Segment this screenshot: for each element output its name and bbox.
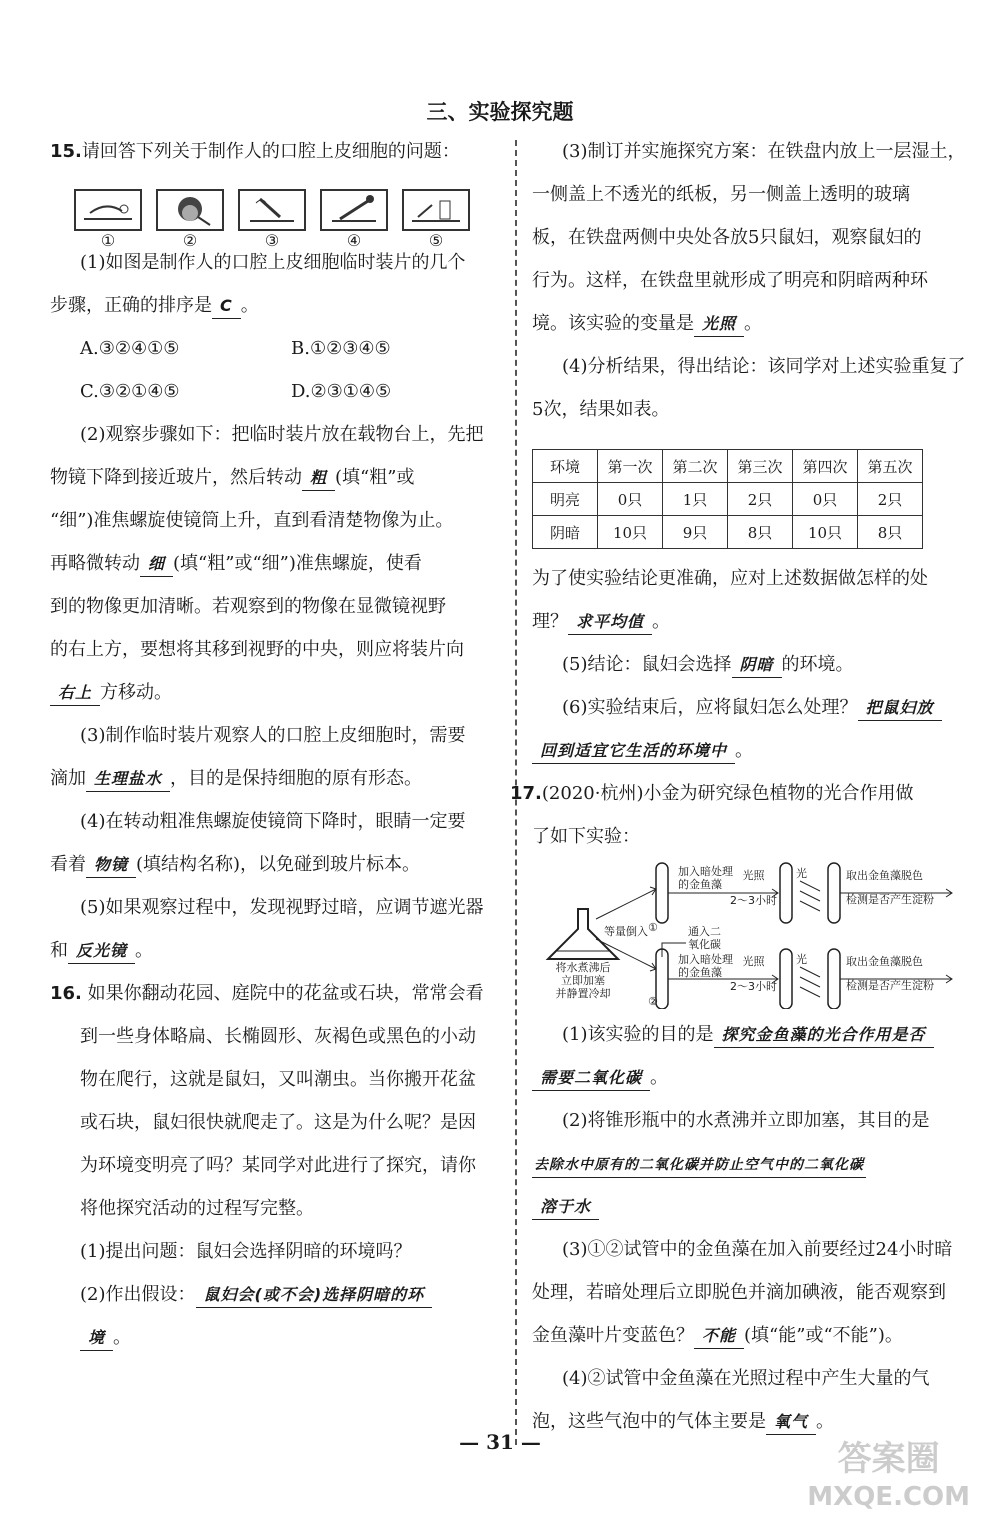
q16-stem-line5: 为环境变明亮了吗？某同学对此进行了探究，请你 — [80, 1155, 476, 1176]
q16-step3-line1: (3)制订并实施探究方案：在铁盘内放上一层湿土， — [562, 141, 966, 162]
answer-blank: 鼠妇会(或不会)选择阴暗的环 — [196, 1283, 433, 1308]
q16-step2-line1: (2)作出假设： 鼠妇会(或不会)选择阴暗的环 — [50, 1283, 502, 1326]
q16-step3-line3: 板，在铁盘两侧中央处各放5只鼠妇，观察鼠妇的 — [532, 227, 922, 248]
answer-blank: 生理盐水 — [86, 767, 170, 792]
watermark: 答案圈 MXQE.COM — [807, 1439, 970, 1512]
q15-options-ab — [50, 337, 502, 380]
q16-step6-line2: 回到适宜它生活的环境中 。 — [532, 739, 972, 782]
q17-part4-line2: 泡，这些气泡中的气体主要是 氧气 。 — [532, 1410, 972, 1453]
light-label-2: 光 — [796, 953, 807, 966]
answer-blank: 溶于水 — [532, 1195, 599, 1220]
step-figure-1: ① — [74, 189, 142, 251]
q15-part2-line5: 到的物像更加清晰。若观察到的物像在显微镜视野 — [50, 596, 446, 617]
answer-blank: 光照 — [694, 312, 744, 337]
q15-part2-line7: 右上 方移动。 — [50, 681, 502, 724]
q15-part2-line4: 再略微转动 细 (填“粗”或“细”)准焦螺旋，使看 — [50, 552, 502, 595]
q15-part2-line2: 物镜下降到接近玻片，然后转动 粗 (填“粗”或 — [50, 466, 502, 509]
q16-step3-line4: 行为。这样，在铁盘里就形成了明亮和阴暗两种环 — [532, 270, 928, 291]
q17-stem-line2: 了如下实验： — [532, 826, 640, 847]
q16-stem-line6: 将他探究活动的过程写完整。 — [80, 1198, 314, 1219]
q15-part5-line1: (5)如果观察过程中，发现视野过暗，应调节遮光器 — [80, 897, 484, 918]
q17-part4-line1: (4)②试管中金鱼藻在光照过程中产生大量的气 — [562, 1368, 930, 1389]
section-title: 三、实验探究题 — [426, 100, 574, 124]
answer-blank: 去除水中原有的二氧化碳并防止空气中的二氧化碳 — [532, 1153, 866, 1178]
option-a: A.③②④①⑤ — [80, 338, 180, 359]
step-figure-5: ⑤ — [402, 189, 470, 251]
answer-blank: 物镜 — [86, 853, 136, 878]
q17-part3-line2: 处理，若暗处理后立即脱色并滴加碘液，能否观察到 — [532, 1282, 946, 1303]
answer-blank: 阴暗 — [732, 653, 782, 678]
step-figure-2: ② — [156, 189, 224, 251]
table-header-row: 环境 第一次 第二次 第三次 第四次 第五次 — [533, 450, 923, 483]
step-figure-3: ③ — [238, 189, 306, 251]
q15-part2-line6: 的右上方，要想将其移到视野的中央，则应将装片向 — [50, 639, 464, 660]
q17-part3-line3: 金鱼藻叶片变蓝色？ 不能 (填“能”或“不能”)。 — [532, 1324, 972, 1367]
q15-options-cd — [50, 380, 502, 423]
answer-blank: 求平均值 — [568, 610, 652, 635]
answer-blank: 境 — [80, 1326, 113, 1351]
q16-step4-line3: 为了使实验结论更准确，应对上述数据做怎样的处 — [532, 568, 928, 589]
q16-step3-line5: 境。该实验的变量是 光照 。 — [532, 312, 972, 355]
flask-note: 将水煮沸后 立即加塞 并静置冷却 — [555, 961, 611, 1000]
option-d: D.②③①④⑤ — [291, 381, 392, 402]
results-table — [532, 449, 923, 549]
answer-blank: 氧气 — [766, 1410, 816, 1435]
q16-step2-line2: 境 。 — [50, 1326, 502, 1369]
answer-blank: 右上 — [50, 681, 100, 706]
q15-part4-line1: (4)在转动粗准焦螺旋使镜筒下降时，眼睛一定要 — [80, 811, 466, 832]
table-row: 阴暗 10只 9只 8只 10只 8只 — [533, 516, 923, 549]
q16-step4-line4: 理？ 求平均值 。 — [532, 610, 972, 653]
q16-step1: (1)提出问题：鼠妇会选择阴暗的环境吗？ — [80, 1241, 412, 1262]
answer-blank: 反光镜 — [68, 939, 135, 964]
q17-part2-line3 — [532, 1195, 972, 1238]
tube-2-label: ② — [648, 995, 658, 1008]
extract-note-1: 取出金鱼藻脱色 检测是否产生淀粉 — [846, 869, 934, 906]
q17-experiment-figure — [538, 859, 958, 1009]
q15-figure-row — [74, 189, 502, 251]
answer-blank: 需要二氧化碳 — [532, 1066, 650, 1091]
q15-part1-line1: (1)如图是制作人的口腔上皮细胞临时装片的几个 — [80, 252, 466, 273]
dark-treatment-1: 加入暗处理 的金鱼藻 — [678, 865, 733, 891]
light-label-1: 光 — [796, 867, 807, 880]
answer-blank: 把鼠妇放 — [858, 696, 942, 721]
answer-blank: 粗 — [302, 466, 335, 491]
left-column — [50, 140, 502, 1369]
q17-stem-line1: 17.(2020·杭州)小金为研究绿色植物的光合作用做 — [510, 783, 914, 804]
q16-step3-line2: 一侧盖上不透光的纸板，另一侧盖上透明的玻璃 — [532, 184, 910, 205]
co2-note: 通入二 氧化碳 — [688, 925, 721, 951]
dark-treatment-2: 加入暗处理 的金鱼藻 — [678, 953, 733, 979]
q15-stem: 15.请回答下列关于制作人的口腔上皮细胞的问题： — [50, 141, 460, 162]
table-row: 明亮 0只 1只 2只 0只 2只 — [533, 483, 923, 516]
extract-note-2: 取出金鱼藻脱色 检测是否产生淀粉 — [846, 955, 934, 992]
q17-part3-line1: (3)①②试管中的金鱼藻在加入前要经过24小时暗 — [562, 1239, 953, 1260]
option-b: B.①②③④⑤ — [291, 338, 391, 359]
q16-step6-line1: (6)实验结束后，应将鼠妇怎么处理？ 把鼠妇放 — [532, 696, 972, 739]
q16-step5: (5)结论：鼠妇会选择 阴暗 的环境。 — [532, 653, 972, 696]
q17-part1-line1: (1)该实验的目的是 探究金鱼藻的光合作用是否 — [532, 1023, 972, 1066]
light-duration-1: 光照 2～3小时 — [730, 869, 777, 907]
page-number: — 31 — — [459, 1430, 541, 1454]
q15-part5-line2: 和 反光镜 。 — [50, 939, 502, 982]
answer-blank: 回到适宜它生活的环境中 — [532, 739, 735, 764]
answer-blank: 不能 — [694, 1324, 744, 1349]
option-c: C.③②①④⑤ — [80, 381, 180, 402]
q16-step4-line1: (4)分析结果，得出结论：该同学对上述实验重复了 — [562, 356, 966, 377]
q15-part4-line2: 看着 物镜 (填结构名称)，以免碰到玻片标本。 — [50, 853, 502, 896]
pour-label: 等量倒入 — [604, 925, 648, 938]
q16-stem-line3: 物在爬行，这就是鼠妇，又叫潮虫。当你搬开花盆 — [80, 1069, 476, 1090]
q16-stem-line4: 或石块，鼠妇很快就爬走了。这是为什么呢？是因 — [80, 1112, 476, 1133]
tube-1-label: ① — [648, 921, 658, 934]
q17-part1-line2: 需要二氧化碳 。 — [532, 1066, 972, 1109]
q15-part1-line2: 步骤，正确的排序是 C 。 — [50, 294, 502, 337]
answer-blank: C — [212, 294, 241, 319]
q17-part2-line1: (2)将锥形瓶中的水煮沸并立即加塞，其目的是 — [562, 1110, 930, 1131]
answer-blank: 探究金鱼藻的光合作用是否 — [714, 1023, 934, 1048]
q15-part2-line1: (2)观察步骤如下：把临时装片放在载物台上，先把 — [80, 424, 484, 445]
answer-blank: 细 — [140, 552, 173, 577]
q15-part2-line3: “细”)准焦螺旋使镜筒上升，直到看清楚物像为止。 — [50, 510, 454, 531]
right-column — [510, 140, 972, 1453]
q16-stem-line2: 到一些身体略扁、长椭圆形、灰褐色或黑色的小动 — [80, 1026, 476, 1047]
q17-part2-line2 — [532, 1152, 972, 1195]
q16-stem-line1: 16. 如果你翻动花园、庭院中的花盆或石块，常常会看 — [50, 983, 484, 1004]
q15-part3-line2: 滴加 生理盐水 ，目的是保持细胞的原有形态。 — [50, 767, 502, 810]
q15-part3-line1: (3)制作临时装片观察人的口腔上皮细胞时，需要 — [80, 725, 466, 746]
step-figure-4: ④ — [320, 189, 388, 251]
q16-step4-line2: 5次，结果如表。 — [532, 399, 670, 420]
light-duration-2: 光照 2～3小时 — [730, 955, 777, 993]
